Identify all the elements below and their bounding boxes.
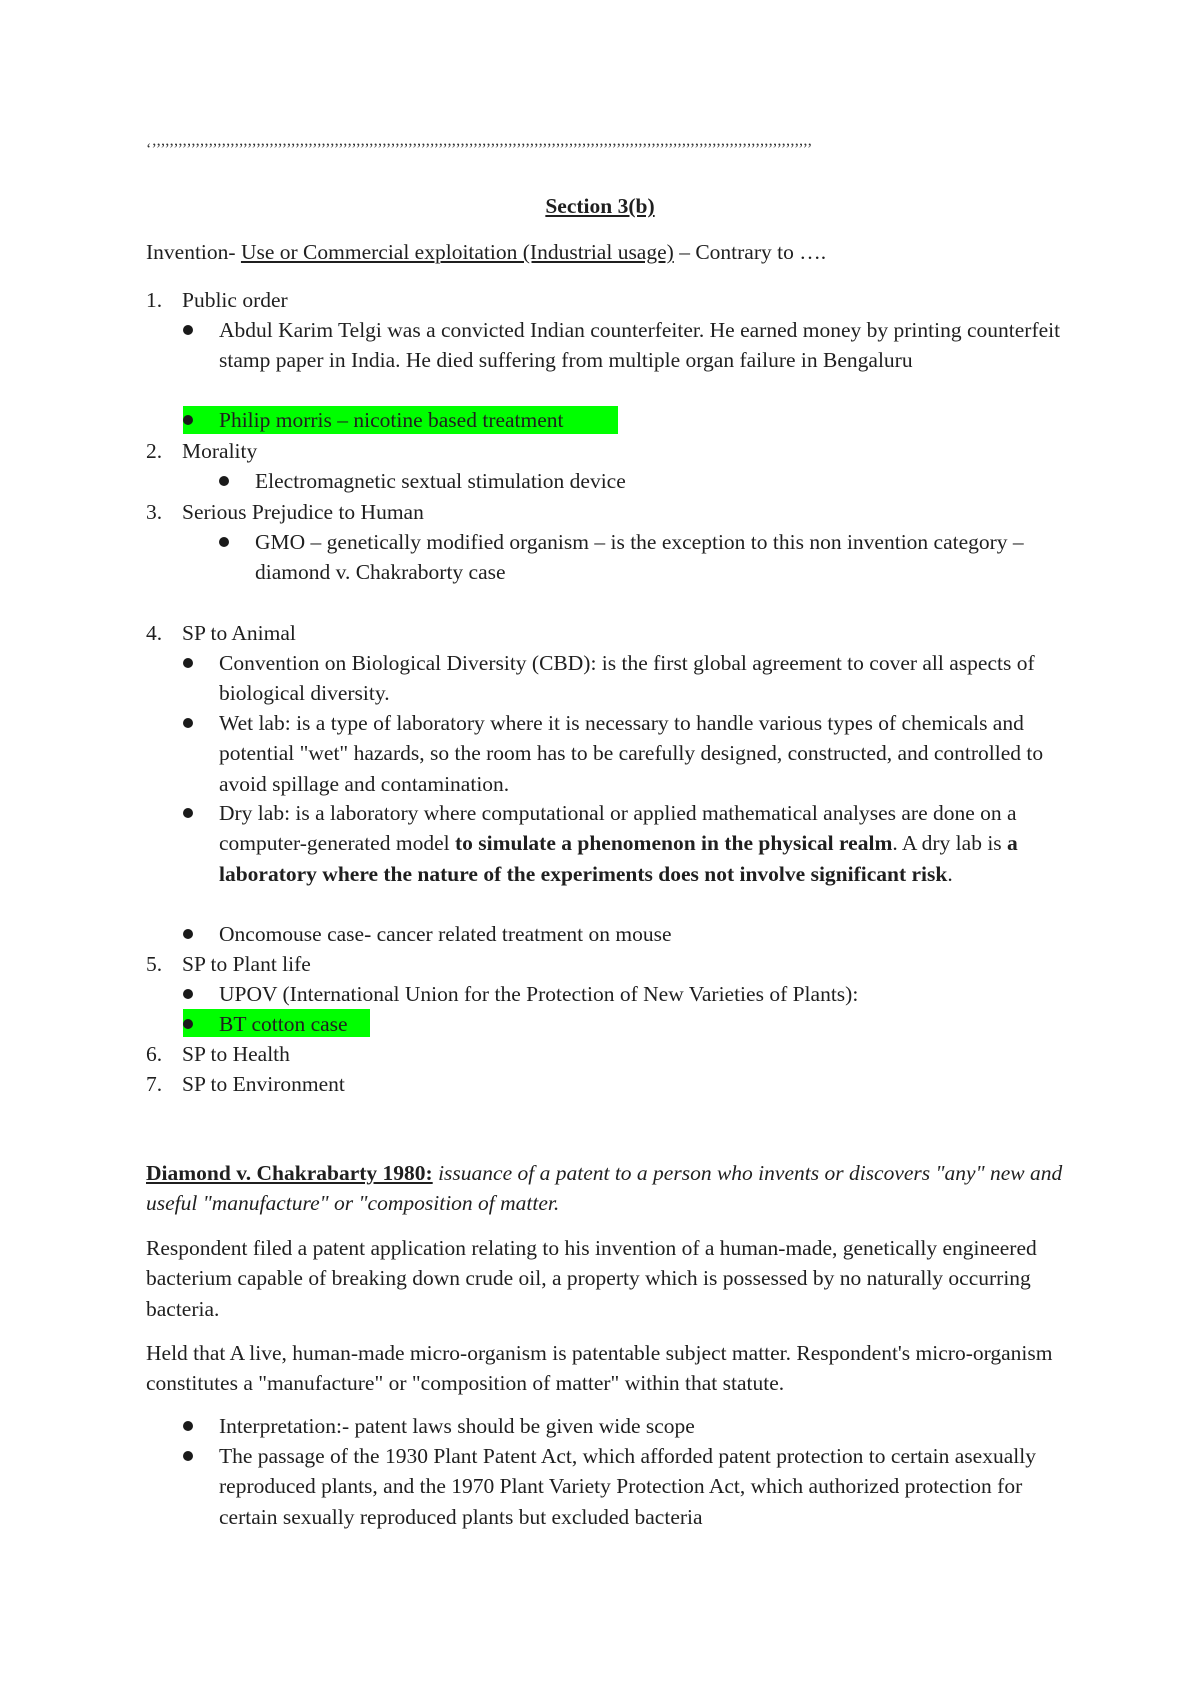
dry-lab-part: Dry lab: is a laboratory where computational or applied mathematical analyses are done on a computer-generated model: [219, 801, 1017, 856]
bullet-icon: [183, 989, 193, 999]
bullet-text: The passage of the 1930 Plant Patent Act, which afforded patent protection to certain asexually reproduced plants, and the 1970 Plant Variety Protection Act, which authorized protection for certain sexually reproduced plants but excluded bacteria: [219, 1444, 1036, 1529]
list-label: Serious Prejudice to Human: [182, 500, 424, 524]
case-heading: Diamond v. Chakrabarty 1980:: [146, 1161, 433, 1185]
case-heading-paragraph: [146, 1158, 1066, 1219]
bullet-icon: [183, 325, 193, 335]
bullet-text: Wet lab: is a type of laboratory where it is necessary to handle various types of chemicals and potential "wet" hazards, so the room has to be carefully designed, constructed, and controlled to avoid spillage and contamination.: [219, 711, 1044, 796]
invention-line: [146, 237, 1066, 267]
dry-lab-bold: to simulate a phenomenon in the physical realm: [454, 831, 893, 856]
bullet-icon: [183, 718, 193, 728]
invention-underlined: Use or Commercial exploitation (Industrial usage): [240, 240, 674, 264]
paragraph-held: Held that A live, human-made micro-organism is patentable subject matter. Respondent's micro-organism constitutes a "manufacture" or "composition of matter" within that statute.: [146, 1341, 1053, 1396]
bullet-icon: [183, 808, 193, 818]
list-label: SP to Environment: [182, 1072, 345, 1096]
list-label: SP to Animal: [182, 621, 296, 645]
quote-marks-line: ‘’’’’’’’’’’’’’’’’’’’’’’’’’’’’’’’’’’’’’’’’’’’’’’’’’’’’’’’’’’’’’’’’’’’’’’’’’’’’’’’’’’’’’’’’’’’’’’’’’’’’’’’’’’’’’’’’’’’’’’’’’’’’’’’’’’’’’’’’’’’’’’’’’’’’’’’’: [146, 141, 813, 158]
bullet-text-highlighted: BT cotton case: [219, 1012, 348, 1036]
bullet-text: GMO – genetically modified organism – is the exception to this non invention category – diamond v. Chakraborty case: [255, 530, 1024, 585]
bullet-icon: [183, 415, 193, 425]
dry-lab-part: .: [947, 861, 953, 886]
list-number: 7.: [146, 1072, 163, 1096]
list-number: 5.: [146, 952, 163, 976]
bullet-text: Electromagnetic sextual stimulation device: [255, 469, 626, 493]
bullet-icon: [183, 1421, 193, 1431]
list-number: 4.: [146, 621, 163, 645]
bullet-text-dry-lab: [219, 798, 1069, 889]
bullet-icon: [219, 537, 229, 547]
dry-lab-part: . A dry lab is: [892, 831, 1008, 856]
bullet-text-highlighted: Philip morris – nicotine based treatment: [219, 408, 564, 432]
bullet-icon: [183, 1451, 193, 1461]
section-title: Section 3(b): [545, 194, 655, 218]
bullet-icon: [183, 1019, 193, 1029]
bullet-text: Abdul Karim Telgi was a convicted Indian counterfeiter. He earned money by printing counterfeit stamp paper in India. He died suffering from multiple organ failure in Bengaluru: [219, 318, 1061, 373]
bullet-text: Convention on Biological Diversity (CBD): is the first global agreement to cover all aspects of biological diversity.: [219, 651, 1035, 706]
list-label: SP to Plant life: [182, 952, 311, 976]
bullet-text: UPOV (International Union for the Protection of New Varieties of Plants):: [219, 982, 859, 1006]
bullet-icon: [183, 929, 193, 939]
list-number: 3.: [146, 500, 163, 524]
list-label: SP to Health: [182, 1042, 290, 1066]
list-number: 1.: [146, 288, 163, 312]
list-number: 6.: [146, 1042, 163, 1066]
bullet-icon: [219, 476, 229, 486]
dry-lab-bold: a laboratory where the nature of the experiments does not involve significant risk: [219, 831, 1018, 886]
list-number: 2.: [146, 439, 163, 463]
bullet-text: Oncomouse case- cancer related treatment on mouse: [219, 922, 672, 946]
case-summary-italic: issuance of a patent to a person who invents or discovers "any" new and useful "manufacture" or "composition of matter.: [146, 1161, 1063, 1216]
bullet-icon: [183, 658, 193, 668]
list-label: Morality: [182, 439, 258, 463]
bullet-text: Interpretation:- patent laws should be given wide scope: [219, 1414, 695, 1438]
invention-prefix: Invention-: [146, 240, 241, 264]
list-label: Public order: [182, 288, 288, 312]
paragraph-respondent: Respondent filed a patent application relating to his invention of a human-made, genetically engineered bacterium capable of breaking down crude oil, a property which is possessed by no naturally occurring bacteria.: [146, 1236, 1037, 1321]
invention-suffix: – Contrary to ….: [673, 240, 827, 264]
